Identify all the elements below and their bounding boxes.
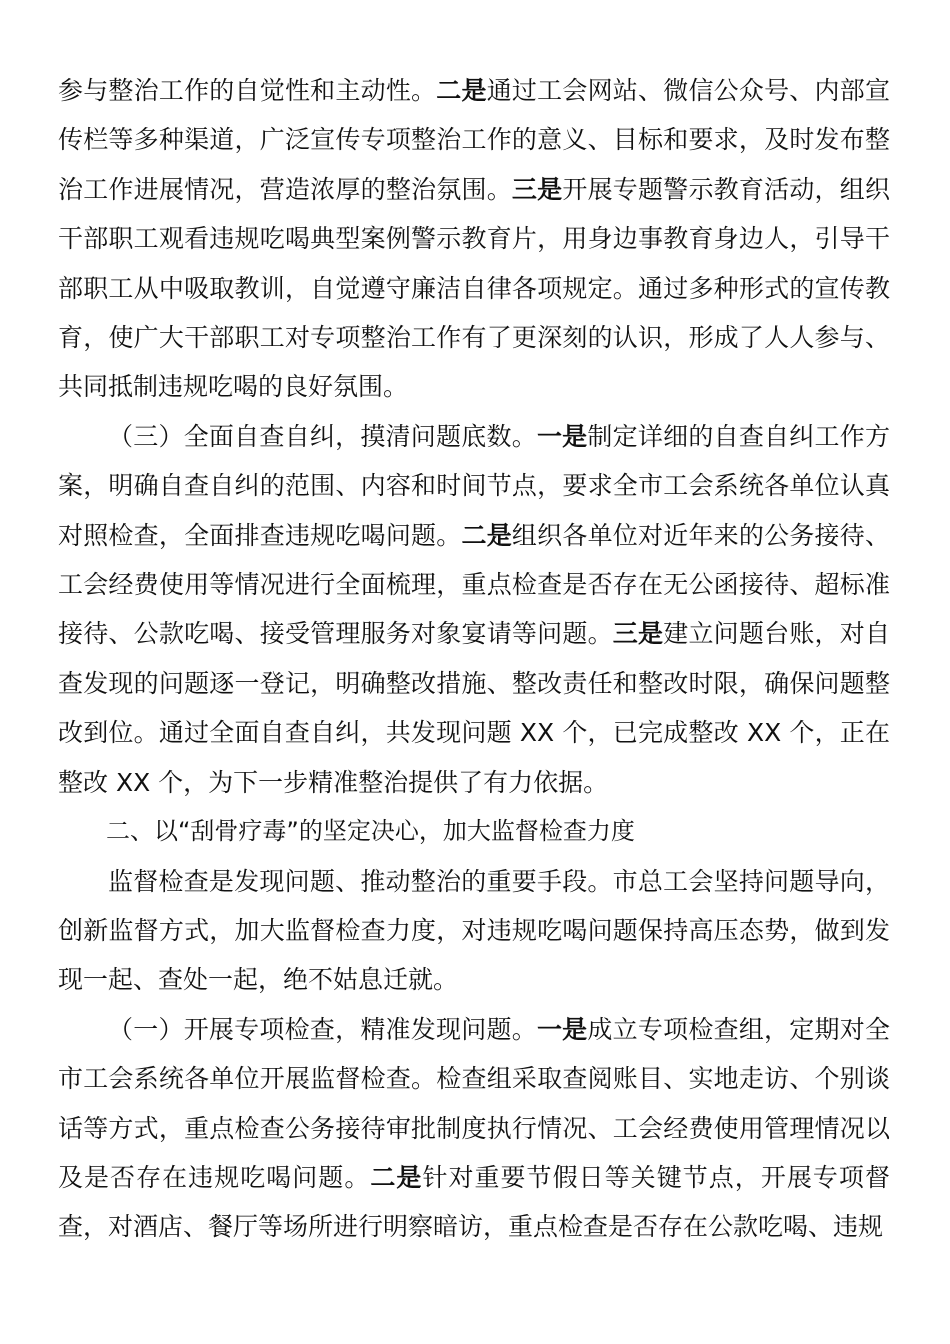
document-page — [58, 66, 890, 1252]
keyword-second: 二是 — [436, 76, 487, 105]
paragraph-text: 组织各单位对近年来的公务接待、工会经费使用等情况进行全面梳理，重点检查是否存在无公函接待、超标准接待、公款吃喝、接受管理服务对象宴请等问题。 — [58, 520, 890, 649]
paragraph-self-inspection — [58, 412, 890, 807]
paragraph-text: 建立问题台账，对自查发现的问题逐一登记，明确整改措施、整改责任和整改时限，确保问题整改到位。通过全面自查自纠，共发现问题 XX 个，已完成整改 XX 个，正在整改 XX 个，为下一步精准整治提供了有力依据。 — [58, 619, 890, 797]
paragraph-text: 针对重要节假日等关键节点，开展专项督查，对酒店、餐厅等场所进行明察暗访，重点检查是否存在公款吃喝、违规 — [58, 1162, 890, 1242]
paragraph-text: 开展专题警示教育活动，组织干部职工观看违规吃喝典型案例警示教育片，用身边事教育身边人，引导干部职工从中吸取教训，自觉遵守廉洁自律各项规定。通过多种形式的宣传教育，使广大干部职工对专项整治工作有了更深刻的认识，形成了人人参与、共同抵制违规吃喝的良好氛围。 — [58, 174, 890, 402]
paragraph-text: 制定详细的自查自纠工作方案，明确自查自纠的范围、内容和时间节点，要求全市工会系统各单位认真对照检查，全面排查违规吃喝问题。 — [58, 421, 890, 550]
paragraph-supervision-intro: 监督检查是发现问题、推动整治的重要手段。市总工会坚持问题导向，创新监督方式，加大监督检查力度，对违规吃喝问题保持高压态势，做到发现一起、查处一起，绝不姑息迁就。 — [58, 866, 890, 995]
paragraph-text: （三）全面自查自纠，摸清问题底数。 — [108, 421, 537, 451]
keyword-third: 三是 — [612, 619, 664, 649]
section-heading-2: 二、以“刮骨疗毒”的坚定决心，加大监督检查力度 — [106, 817, 635, 846]
keyword-third: 三是 — [511, 174, 563, 204]
keyword-second: 二是 — [370, 1162, 423, 1192]
keyword-first: 一是 — [536, 421, 588, 451]
paragraph-text: 成立专项检查组，定期对全市工会系统各单位开展监督检查。检查组采取查阅账目、实地走访、个别谈话等方式，重点检查公务接待审批制度执行情况、工会经费使用管理情况以及是否存在违规吃喝问题。 — [58, 1014, 890, 1192]
paragraph-text: 参与整治工作的自觉性和主动性。 — [58, 76, 437, 105]
paragraph-publicity-continued — [58, 66, 890, 412]
keyword-first: 一是 — [536, 1014, 588, 1044]
paragraph-text: 通过工会网站、微信公众号、内部宣传栏等多种渠道，广泛宣传专项整治工作的意义、目标和要求，及时发布整治工作进展情况，营造浓厚的整治氛围。 — [58, 76, 890, 204]
paragraph-special-inspection — [58, 1005, 890, 1252]
paragraph-text: （一）开展专项检查，精准发现问题。 — [108, 1014, 537, 1044]
keyword-second: 二是 — [461, 520, 512, 550]
